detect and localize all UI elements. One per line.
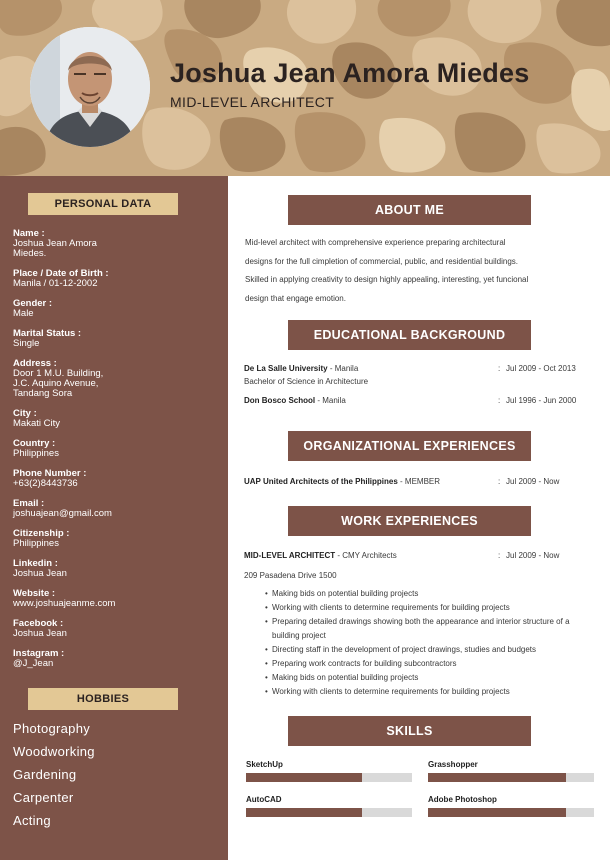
skill-name: Adobe Photoshop [428,795,497,804]
separator-colon: : [498,551,501,560]
personal-label: Phone Number : [13,468,87,479]
personal-label: Address : [13,358,57,369]
personal-label: Citizenship : [13,528,70,539]
duty-item: • Making bids on potential building projects [265,671,585,685]
education-heading: EDUCATIONAL BACKGROUND [288,320,531,350]
personal-value: Philippines [13,448,59,459]
personal-value: @J_Jean [13,658,54,669]
skill-bar-track [428,808,594,817]
personal-value: Joshua Jean Amora Miedes. [13,238,97,259]
skill-bar-track [246,773,412,782]
about-me-text [245,234,575,308]
personal-item-citizenship [13,529,223,549]
personal-value: Door 1 M.U. Building, J.C. Aquino Avenue, Tandang Sora [13,368,104,399]
duty-item: • Preparing detailed drawings showing both the appearance and interior structure of a building project [265,615,585,643]
degree-name: Bachelor of Science in Architecture [244,377,369,386]
hobby-item: Photography [13,721,91,736]
work-company: - CMY Architects [335,551,397,560]
skill-item [246,795,412,817]
hobby-item: Gardening [13,767,77,782]
personal-label: City : [13,408,37,419]
organization-dates: Jul 2009 - Now [506,477,560,486]
school-name: De La Salle University [244,364,328,373]
personal-item-website [13,589,223,609]
duty-item: • Making bids on potential building projects [265,587,585,601]
personal-value: Joshua Jean [13,628,67,639]
organizational-heading: ORGANIZATIONAL EXPERIENCES [288,431,531,461]
personal-item-name [13,229,223,259]
hobbies-list [13,717,95,832]
personal-value: joshuajean@gmail.com [13,508,112,519]
work-position: MID-LEVEL ARCHITECT [244,551,336,560]
education-entry [244,364,358,373]
personal-item-gender [13,299,223,319]
personal-label: Gender : [13,298,53,309]
about-line: Mid-level architect with comprehensive experience preparing architectural [245,238,506,247]
about-line: design that engage emotion. [245,293,346,303]
separator-colon: : [498,396,501,405]
hobby-item: Acting [13,813,51,828]
personal-label: Name : [13,228,45,239]
personal-item-instagram [13,649,223,669]
personal-item-address [13,359,223,399]
personal-item-email [13,499,223,519]
separator-colon: : [498,477,501,486]
duty-item: • Directing staff in the development of project drawings, studies and budgets [265,643,585,657]
organization-name: UAP United Architects of the Philippines [244,477,398,486]
skill-bar-track [428,773,594,782]
candidate-name: Joshua Jean Amora Miedes [170,58,530,88]
education-dates: Jul 1996 - Jun 2000 [506,396,577,405]
personal-label: Instagram : [13,648,65,659]
work-dates: Jul 2009 - Now [506,551,560,560]
hobby-item: Carpenter [13,790,74,805]
personal-item-country [13,439,223,459]
school-place: - Manila [327,364,359,373]
education-entry [244,396,346,405]
organization-entry [244,477,440,486]
about-line: designs for the full cimpletion of commercial, public, and residential buildings. [245,256,519,266]
skill-bar-fill [428,808,566,817]
skill-name: Grasshopper [428,760,478,769]
personal-label: Marital Status : [13,328,82,339]
skill-name: SketchUp [246,760,283,769]
personal-item-marital-status [13,329,223,349]
work-address: 209 Pasadena Drive 1500 [244,571,337,580]
duty-item: • Preparing work contracts for building subcontractors [265,657,585,671]
skill-bar-track [246,808,412,817]
sidebar [0,176,228,860]
candidate-title: MID-LEVEL ARCHITECT [170,94,335,110]
personal-item-linkedin [13,559,223,579]
personal-value: Male [13,308,34,319]
organization-role: - MEMBER [397,477,441,486]
about-line: Skilled in applying creativity to design highly appealing, interesting, yet funcional [245,275,529,284]
personal-data-list [13,229,223,679]
work-entry [244,551,397,560]
personal-label: Linkedin : [13,558,58,569]
personal-value: Makati City [13,418,60,429]
school-name: Don Bosco School [244,396,316,405]
personal-label: Email : [13,498,45,509]
skill-bar-fill [246,808,362,817]
personal-label: Place / Date of Birth : [13,268,109,279]
personal-label: Website : [13,588,56,599]
personal-label: Facebook : [13,618,64,629]
personal-label: Country : [13,438,56,449]
work-duties-list [265,587,585,699]
personal-value: Manila / 01-12-2002 [13,278,98,289]
skill-bar-fill [246,773,362,782]
personal-item-phone [13,469,223,489]
personal-item-birth [13,269,223,289]
profile-photo [30,27,150,147]
work-heading: WORK EXPERIENCES [288,506,531,536]
skill-item [246,760,412,782]
about-me-heading: ABOUT ME [288,195,531,225]
personal-value: Joshua Jean [13,568,67,579]
skill-name: AutoCAD [246,795,282,804]
skills-heading: SKILLS [288,716,531,746]
separator-colon: : [498,364,501,373]
personal-item-city [13,409,223,429]
personal-item-facebook [13,619,223,639]
skill-item [428,760,594,782]
duty-item: • Working with clients to determine requirements for building projects [265,685,585,699]
school-place: - Manila [315,396,346,405]
duty-item: • Working with clients to determine requirements for building projects [265,601,585,615]
skill-bar-fill [428,773,566,782]
personal-value: Philippines [13,538,59,549]
hobbies-heading: HOBBIES [28,688,178,710]
portrait-image [30,27,150,147]
personal-value: www.joshuajeanme.com [13,598,116,609]
skill-item [428,795,594,817]
education-dates: Jul 2009 - Oct 2013 [506,364,576,373]
personal-value: Single [13,338,40,349]
personal-value: +63(2)8443736 [13,478,78,489]
hobby-item: Woodworking [13,744,95,759]
personal-data-heading: PERSONAL DATA [28,193,178,215]
header-banner [0,0,610,176]
